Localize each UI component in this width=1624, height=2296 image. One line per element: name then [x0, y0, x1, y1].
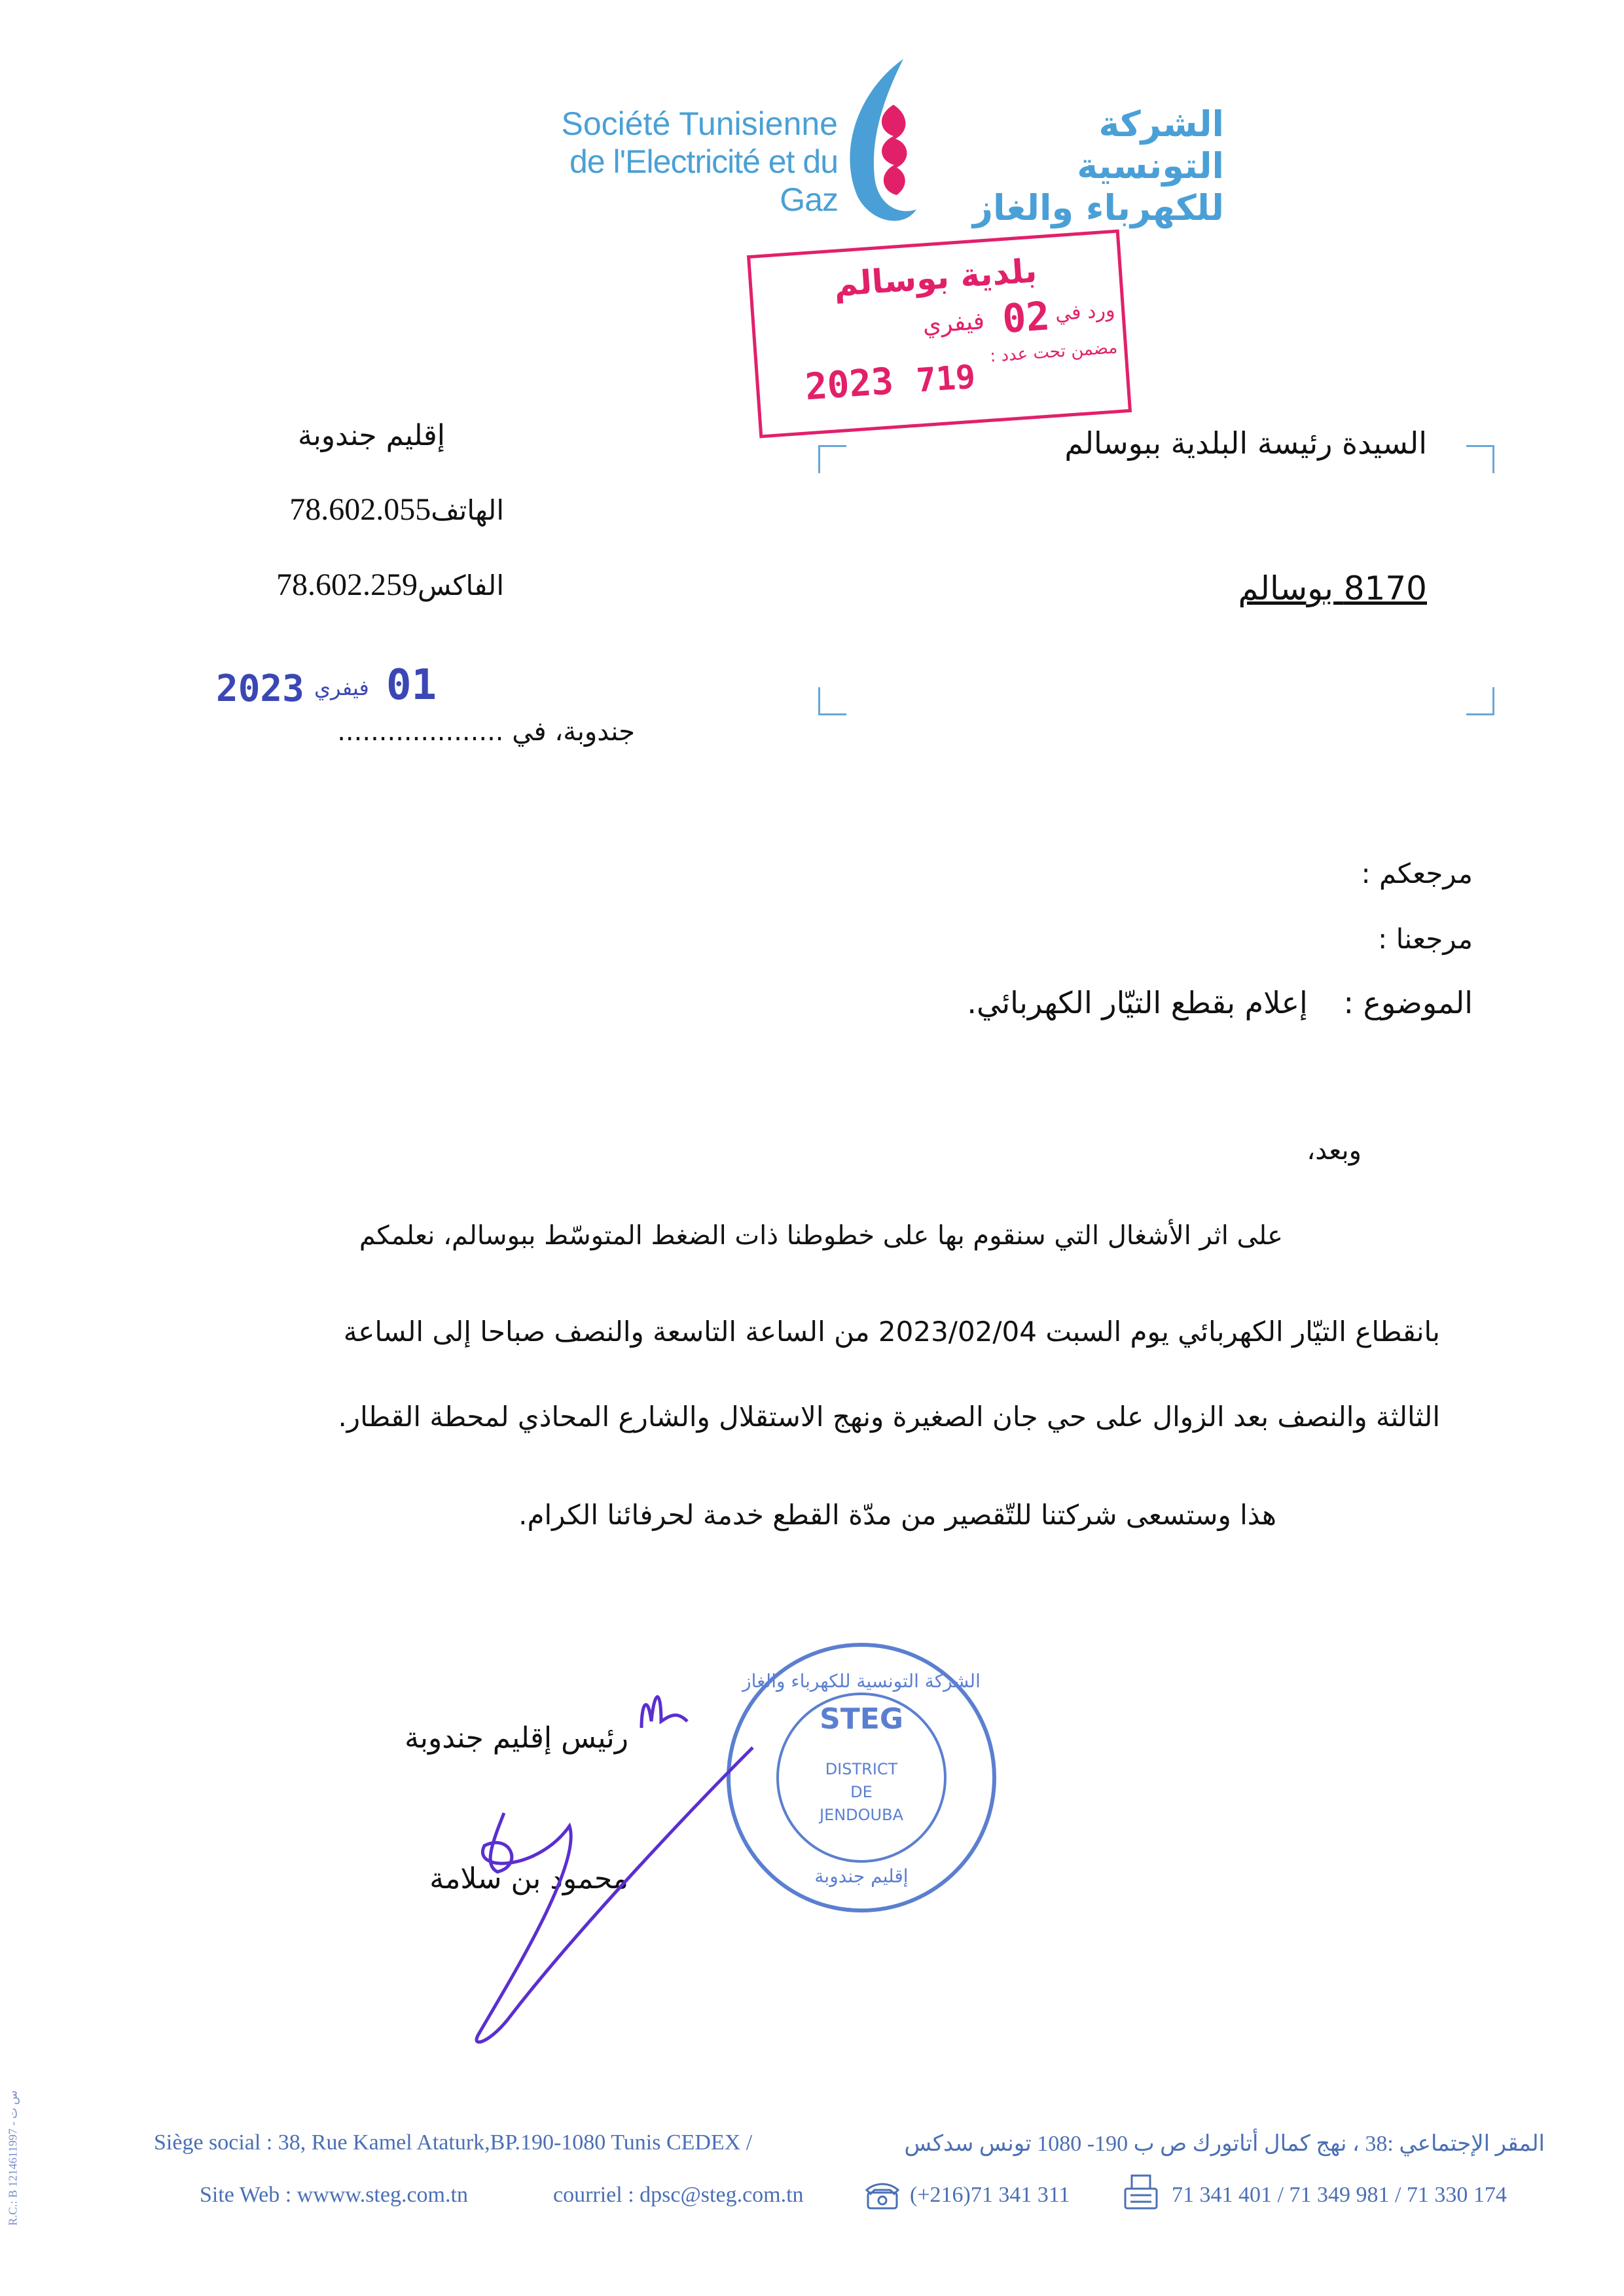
stamp-received-day: 02 — [1001, 293, 1051, 343]
district-stamp-center-3: JENDOUBA — [819, 1806, 904, 1824]
company-name-fr-line2: de l'Electricité et du Gaz — [569, 143, 838, 218]
recipient-line2: 8170 بوسالم — [1238, 569, 1427, 607]
district-stamp-center-2: DE — [850, 1783, 873, 1801]
signatory-name: محمود بن سلامة — [429, 1862, 628, 1895]
subject-row — [851, 985, 1473, 1020]
date-stamp-day: 01 — [386, 661, 437, 709]
stamp-number-label: مضمن تحت عدد : — [989, 338, 1119, 367]
corner-top-left — [818, 445, 846, 473]
date-stamp — [216, 661, 465, 713]
stamp-received-year: 2023 — [803, 360, 895, 409]
telephone-icon — [864, 2179, 901, 2211]
our-reference: مرجعنا : — [1378, 923, 1473, 955]
signatory-title: رئيس إقليم جندوبة — [405, 1721, 628, 1755]
stamp-received-month: فيفري — [922, 308, 986, 339]
footer-address-fr: Siège social : 38, Rue Kamel Ataturk,BP.190-1080 Tunis CEDEX / — [154, 2130, 753, 2155]
district-stamp-bottom-text: إقليم جندوبة — [814, 1865, 909, 1887]
sender-fax-label: الفاكس — [417, 569, 504, 601]
district-stamp-acronym: STEG — [820, 1702, 903, 1736]
sender-fax-row — [196, 566, 504, 603]
district-stamp-center-1: DISTRICT — [825, 1760, 898, 1778]
place-date-line: جندوبة، في .................... — [337, 717, 635, 747]
footer-address-ar: المقر الإجتماعي :38 ، نهج كمال أتاتورك ص ب 190- 1080 تونس سدكس — [904, 2132, 1545, 2156]
stamp-municipality: بلدية بوسالم — [833, 251, 1038, 304]
subject-label: الموضوع : — [1343, 985, 1473, 1020]
corner-top-right — [1466, 445, 1494, 473]
sender-phone: 78.602.055 — [289, 492, 431, 527]
company-name-ar-line2: للكهرباء والغاز — [972, 187, 1224, 228]
district-stamp-top-text: الشركة التونسية للكهرباء والغاز — [742, 1670, 981, 1692]
corner-bottom-left — [818, 687, 846, 715]
steg-logo-icon — [831, 52, 929, 242]
footer-side-code: R.C.: B 1214611997 - س ت — [6, 2090, 20, 2226]
footer-website[interactable]: Site Web : wwww.steg.com.tn — [200, 2183, 468, 2207]
footer-fax[interactable]: 71 341 401 / 71 349 981 / 71 330 174 — [1172, 2183, 1507, 2207]
fax-icon — [1123, 2173, 1159, 2212]
company-name-fr-line1: Société Tunisienne — [561, 105, 838, 142]
date-stamp-month: فيفري — [314, 675, 369, 700]
greeting: وبعد، — [1307, 1136, 1362, 1166]
sender-region: إقليم جندوبة — [297, 419, 445, 452]
sender-phone-row — [196, 491, 504, 528]
sender-phone-label: الهاتف — [431, 494, 504, 526]
letterhead — [517, 98, 1237, 228]
footer-email[interactable]: courriel : dpsc@steg.com.tn — [553, 2183, 804, 2207]
body-paragraph1-line2: بانقطاع التيّار الكهربائي يوم السبت 2023/02/04 من الساعة التاسعة والنصف صباحا إلى الساعة — [343, 1316, 1440, 1348]
body-paragraph1-line3: الثالثة والنصف بعد الزوال على حي جان الصغيرة ونهج الاستقلال والشارع المحاذي لمحطة القطار. — [338, 1401, 1440, 1433]
subject-text: إعلام بقطع التيّار الكهربائي. — [967, 985, 1308, 1020]
your-reference: مرجعكم : — [1361, 857, 1473, 889]
received-stamp — [747, 229, 1132, 438]
corner-bottom-right — [1466, 687, 1494, 715]
body-paragraph2: هذا وستسعى شركتنا للتّقصير من مدّة القطع خدمة لحرفائنا الكرام. — [518, 1499, 1276, 1531]
date-stamp-year: 2023 — [216, 668, 304, 710]
sender-fax: 78.602.259 — [276, 567, 418, 602]
company-name-ar — [943, 103, 1224, 229]
recipient-line1: السيدة رئيسة البلدية ببوسالم — [1064, 425, 1427, 461]
stamp-number: 719 — [914, 357, 977, 400]
company-name-fr — [530, 105, 838, 219]
footer-phone[interactable]: (+216)71 341 311 — [910, 2183, 1070, 2207]
company-name-ar-line1: الشركة التونسية — [1077, 103, 1224, 187]
stamp-received-label: ورد في — [1054, 298, 1116, 326]
body-paragraph1-line1: على اثر الأشغال التي سنقوم بها على خطوطنا ذات الضغط المتوسّط ببوسالم، نعلمكم — [359, 1221, 1283, 1251]
handwritten-signature — [445, 1649, 772, 2055]
